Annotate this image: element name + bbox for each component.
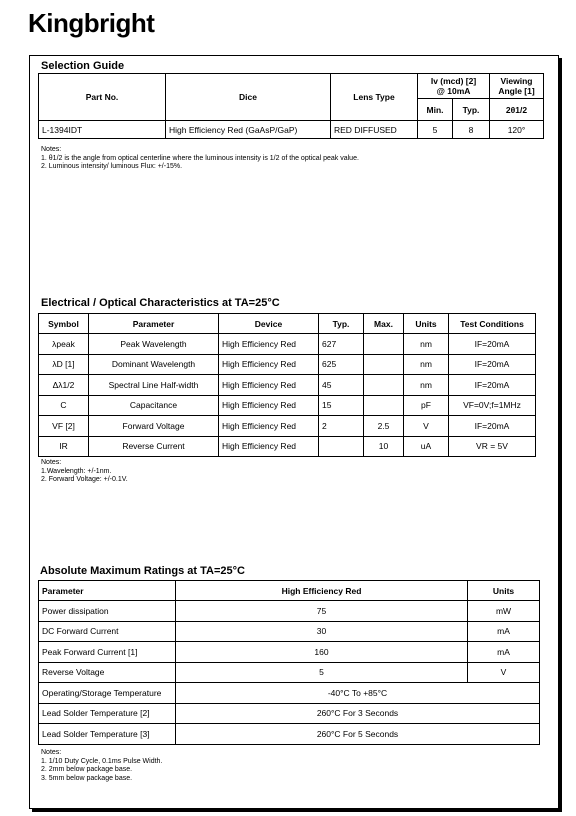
electrical-cell: V <box>404 416 449 437</box>
iv-header-line2: @ 10mA <box>436 86 471 96</box>
dice-cell: High Efficiency Red (GaAsP/GaP) <box>166 121 331 139</box>
electrical-cell: VF [2] <box>39 416 89 437</box>
table-row <box>39 416 536 437</box>
iv-header-line1: Iv (mcd) [2] <box>430 76 477 86</box>
absolute-param-cell: Lead Solder Temperature [2] <box>39 703 176 724</box>
electrical-header-row <box>39 314 536 334</box>
electrical-cell: IF=20mA <box>449 375 536 396</box>
table-row <box>39 724 540 745</box>
absolute-header-cell: Units <box>468 581 540 601</box>
electrical-notes <box>41 459 128 485</box>
absolute-param-cell: DC Forward Current <box>39 621 176 642</box>
absolute-value-cell: 75 <box>176 601 468 622</box>
absolute-param-cell: Operating/Storage Temperature <box>39 683 176 704</box>
absolute-value-cell: 5 <box>176 662 468 683</box>
electrical-cell: 15 <box>319 395 364 416</box>
table-row <box>39 601 540 622</box>
electrical-cell: 45 <box>319 375 364 396</box>
electrical-cell: High Efficiency Red <box>219 334 319 355</box>
table-row <box>39 642 540 663</box>
electrical-cell: 627 <box>319 334 364 355</box>
electrical-cell: IR <box>39 436 89 457</box>
electrical-cell <box>364 334 404 355</box>
table-row <box>39 334 536 355</box>
electrical-cell: 2.5 <box>364 416 404 437</box>
lens-type-header: Lens Type <box>331 74 418 121</box>
electrical-cell <box>364 375 404 396</box>
absolute-ratings-title: Absolute Maximum Ratings at TA=25°C <box>40 565 245 577</box>
electrical-cell: Spectral Line Half-width <box>89 375 219 396</box>
electrical-cell: High Efficiency Red <box>219 436 319 457</box>
iv-typ-cell: 8 <box>453 121 490 139</box>
absolute-param-cell: Power dissipation <box>39 601 176 622</box>
absolute-param-cell: Peak Forward Current [1] <box>39 642 176 663</box>
table-row <box>39 354 536 375</box>
absolute-header-cell: Parameter <box>39 581 176 601</box>
electrical-cell: IF=20mA <box>449 354 536 375</box>
note-line: 2. 2mm below package base. <box>41 766 133 773</box>
table-row <box>39 395 536 416</box>
table-row <box>39 375 536 396</box>
angle-cell: 120° <box>490 121 544 139</box>
electrical-title: Electrical / Optical Characteristics at TA=25°C <box>41 297 280 309</box>
table-row <box>39 621 540 642</box>
electrical-body <box>39 334 536 457</box>
absolute-param-cell: Lead Solder Temperature [3] <box>39 724 176 745</box>
part-no-cell: L-1394IDT <box>39 121 166 139</box>
dice-header: Dice <box>166 74 331 121</box>
note-line: Notes: <box>41 749 62 756</box>
electrical-cell: Forward Voltage <box>89 416 219 437</box>
absolute-unit-cell: mW <box>468 601 540 622</box>
iv-header <box>418 74 490 99</box>
electrical-cell: IF=20mA <box>449 416 536 437</box>
electrical-cell: nm <box>404 334 449 355</box>
absolute-param-cell: Reverse Voltage <box>39 662 176 683</box>
selection-notes <box>41 146 359 172</box>
electrical-table <box>38 313 536 457</box>
electrical-header-cell: Max. <box>364 314 404 334</box>
table-row <box>39 683 540 704</box>
electrical-cell: Dominant Wavelength <box>89 354 219 375</box>
electrical-cell: uA <box>404 436 449 457</box>
electrical-cell: nm <box>404 375 449 396</box>
note-line: 1. θ1/2 is the angle from optical centerline where the luminous intensity is 1/2 of the optical peak value. <box>41 154 359 162</box>
electrical-header-cell: Test Conditions <box>449 314 536 334</box>
electrical-cell: Peak Wavelength <box>89 334 219 355</box>
iv-min-header: Min. <box>418 99 453 121</box>
iv-min-cell: 5 <box>418 121 453 139</box>
brand-logo: Kingbright <box>28 8 155 38</box>
electrical-header-cell: Units <box>404 314 449 334</box>
table-row <box>39 121 544 139</box>
electrical-cell: Capacitance <box>89 395 219 416</box>
absolute-header-row <box>39 581 540 601</box>
viewing-angle-header-line2: Angle [1] <box>498 86 535 96</box>
electrical-cell: Reverse Current <box>89 436 219 457</box>
absolute-ratings-table <box>38 580 540 745</box>
note-line: 1.Wavelength: +/-1nm. <box>41 467 112 475</box>
electrical-cell: pF <box>404 395 449 416</box>
lens-cell: RED DIFFUSED <box>331 121 418 139</box>
part-no-header: Part No. <box>39 74 166 121</box>
electrical-cell: nm <box>404 354 449 375</box>
note-line: 3. 5mm below package base. <box>41 774 133 782</box>
selection-guide-title: Selection Guide <box>41 60 125 72</box>
absolute-body <box>39 601 540 745</box>
absolute-value-cell: 260°C For 3 Seconds <box>176 703 540 724</box>
absolute-value-cell: 260°C For 5 Seconds <box>176 724 540 745</box>
electrical-cell: High Efficiency Red <box>219 375 319 396</box>
electrical-cell: C <box>39 395 89 416</box>
absolute-unit-cell: V <box>468 662 540 683</box>
electrical-cell <box>364 395 404 416</box>
viewing-angle-header <box>490 74 544 99</box>
electrical-cell <box>364 354 404 375</box>
absolute-value-cell: 160 <box>176 642 468 663</box>
note-line: 1. 1/10 Duty Cycle, 0.1ms Pulse Width. <box>41 757 163 765</box>
electrical-header-cell: Symbol <box>39 314 89 334</box>
electrical-cell: High Efficiency Red <box>219 354 319 375</box>
electrical-header-cell: Device <box>219 314 319 334</box>
table-row <box>39 436 536 457</box>
absolute-header-cell: High Efficiency Red <box>176 581 468 601</box>
electrical-cell <box>319 436 364 457</box>
note-line: Notes: <box>41 459 62 466</box>
note-line: 2. Luminous intensity/ luminous Flux: +/-15%. <box>41 163 183 170</box>
note-line: 2. Forward Voltage: +/-0.1V. <box>41 476 128 483</box>
electrical-cell: VF=0V;f=1MHz <box>449 395 536 416</box>
electrical-cell: IF=20mA <box>449 334 536 355</box>
absolute-unit-cell: mA <box>468 642 540 663</box>
electrical-header-cell: Typ. <box>319 314 364 334</box>
table-row <box>39 662 540 683</box>
electrical-cell: 625 <box>319 354 364 375</box>
electrical-cell: High Efficiency Red <box>219 416 319 437</box>
theta-header: 2θ1/2 <box>490 99 544 121</box>
electrical-cell: 10 <box>364 436 404 457</box>
absolute-value-cell: 30 <box>176 621 468 642</box>
viewing-angle-header-line1: Viewing <box>500 76 533 86</box>
electrical-cell: 2 <box>319 416 364 437</box>
electrical-cell: VR = 5V <box>449 436 536 457</box>
electrical-cell: Δλ1/2 <box>39 375 89 396</box>
electrical-header-cell: Parameter <box>89 314 219 334</box>
selection-guide-table <box>38 73 544 139</box>
absolute-notes <box>41 749 162 783</box>
note-line: Notes: <box>41 146 62 153</box>
electrical-cell: λpeak <box>39 334 89 355</box>
absolute-value-cell: -40°C To +85°C <box>176 683 540 704</box>
absolute-unit-cell: mA <box>468 621 540 642</box>
iv-typ-header: Typ. <box>453 99 490 121</box>
electrical-cell: λD [1] <box>39 354 89 375</box>
table-row <box>39 703 540 724</box>
electrical-cell: High Efficiency Red <box>219 395 319 416</box>
